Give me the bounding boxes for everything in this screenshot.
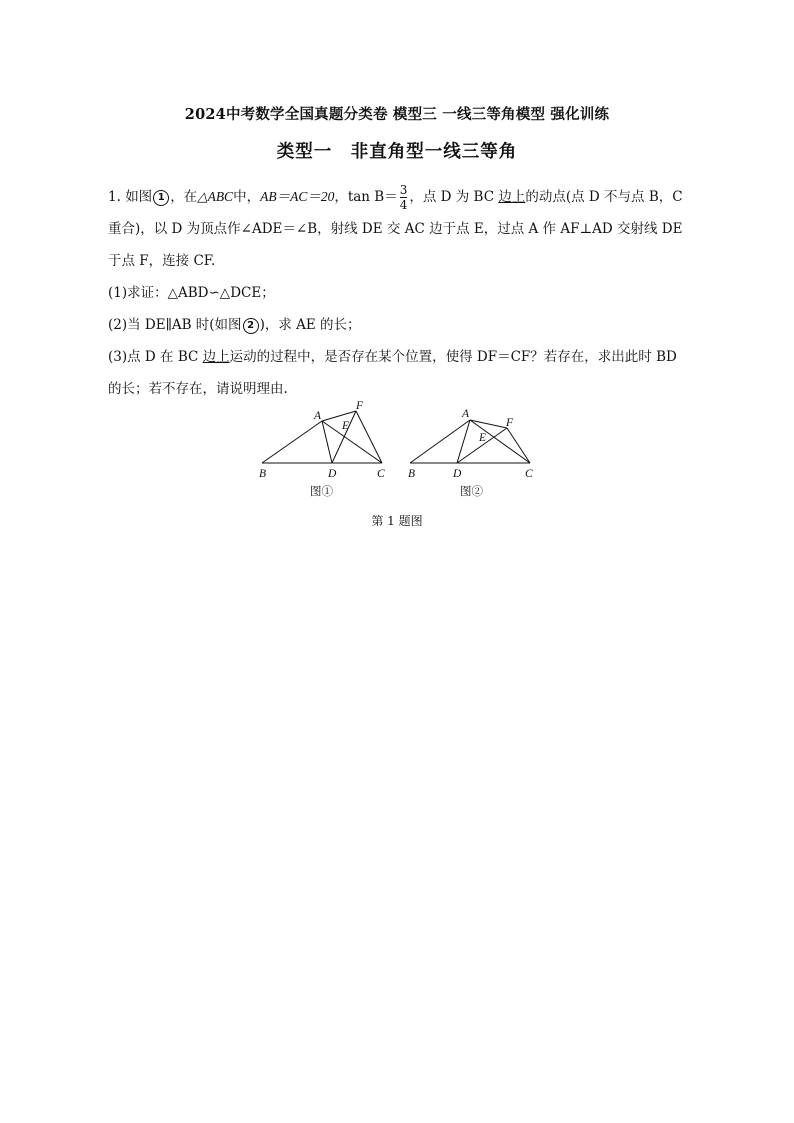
problem-line-1 bbox=[108, 183, 683, 212]
math-expression: AB＝AC＝20 bbox=[260, 189, 335, 204]
text-run: 的动点(点 D 不与点 B，C bbox=[525, 189, 683, 205]
section-title: 类型一 非直角型一线三等角 bbox=[276, 142, 518, 162]
problem-line-3: 于点 F，连接 CF. bbox=[108, 253, 216, 269]
figures bbox=[250, 398, 550, 507]
segment-ab bbox=[262, 421, 322, 463]
document-title: 2024中考数学全国真题分类卷 模型三 一线三等角模型 强化训练 bbox=[184, 106, 610, 123]
segment-ad bbox=[457, 420, 470, 463]
segment-cf bbox=[356, 411, 382, 463]
text-run: 运动的过程中，是否存在某个位置，使得 DF＝CF？若存在，求出此时 BD bbox=[229, 349, 677, 365]
underlined-text: 边上 bbox=[498, 189, 526, 205]
text-run: ，tan B＝ bbox=[334, 189, 398, 205]
figure-caption: 第 1 题图 bbox=[371, 514, 423, 528]
text-run: (2)当 DE∥AB 时(如图 bbox=[108, 317, 242, 333]
text-run: 中， bbox=[233, 189, 261, 205]
question-3 bbox=[108, 345, 677, 365]
label-c: C bbox=[525, 468, 533, 480]
text-run: )，求 AE 的长； bbox=[259, 317, 361, 333]
text-run: (3)点 D 在 BC bbox=[108, 349, 203, 365]
figure-1-caption: 图① bbox=[310, 486, 333, 498]
underlined-text: 边上 bbox=[202, 349, 230, 365]
fraction-numerator: 3 bbox=[399, 183, 408, 197]
figure-1 bbox=[262, 411, 382, 463]
label-a: A bbox=[462, 408, 470, 420]
fraction-denominator: 4 bbox=[399, 198, 408, 212]
label-d: D bbox=[328, 468, 337, 480]
text-run: ，点 D 为 BC bbox=[409, 189, 499, 205]
label-b: B bbox=[408, 468, 416, 480]
label-b: B bbox=[259, 468, 267, 480]
segment-df bbox=[332, 411, 356, 463]
segment-cf bbox=[507, 428, 530, 463]
geometry-figures bbox=[250, 398, 550, 503]
label-e: E bbox=[342, 420, 350, 432]
text-run: ，在 bbox=[170, 189, 198, 205]
problem-number: 1. bbox=[108, 189, 121, 205]
figure-1-mark: 1 bbox=[153, 190, 169, 206]
question-2 bbox=[108, 313, 361, 334]
label-e: E bbox=[479, 432, 487, 444]
problem-line-2: 重合)，以 D 为顶点作∠ADE＝∠B，射线 DE 交 AC 边于点 E，过点 A 作 AF⊥AD 交射线 DE bbox=[108, 221, 683, 237]
question-3-continued: 的长；若不存在，请说明理由. bbox=[108, 381, 288, 397]
figure-1-labels bbox=[259, 400, 385, 498]
figure-2-mark: 2 bbox=[243, 318, 259, 334]
label-f: F bbox=[356, 400, 364, 412]
label-d: D bbox=[453, 468, 462, 480]
segment-af bbox=[322, 411, 356, 421]
label-f: F bbox=[506, 417, 514, 429]
segment-ab bbox=[410, 420, 470, 463]
math-expression: △ABC bbox=[197, 189, 234, 204]
question-1: (1)求证：△ABD∽△DCE； bbox=[108, 285, 275, 301]
label-c: C bbox=[377, 468, 385, 480]
fraction bbox=[400, 183, 408, 212]
figure-2-caption: 图② bbox=[460, 486, 483, 498]
text-run: 如图 bbox=[125, 189, 153, 205]
label-a: A bbox=[314, 410, 322, 422]
